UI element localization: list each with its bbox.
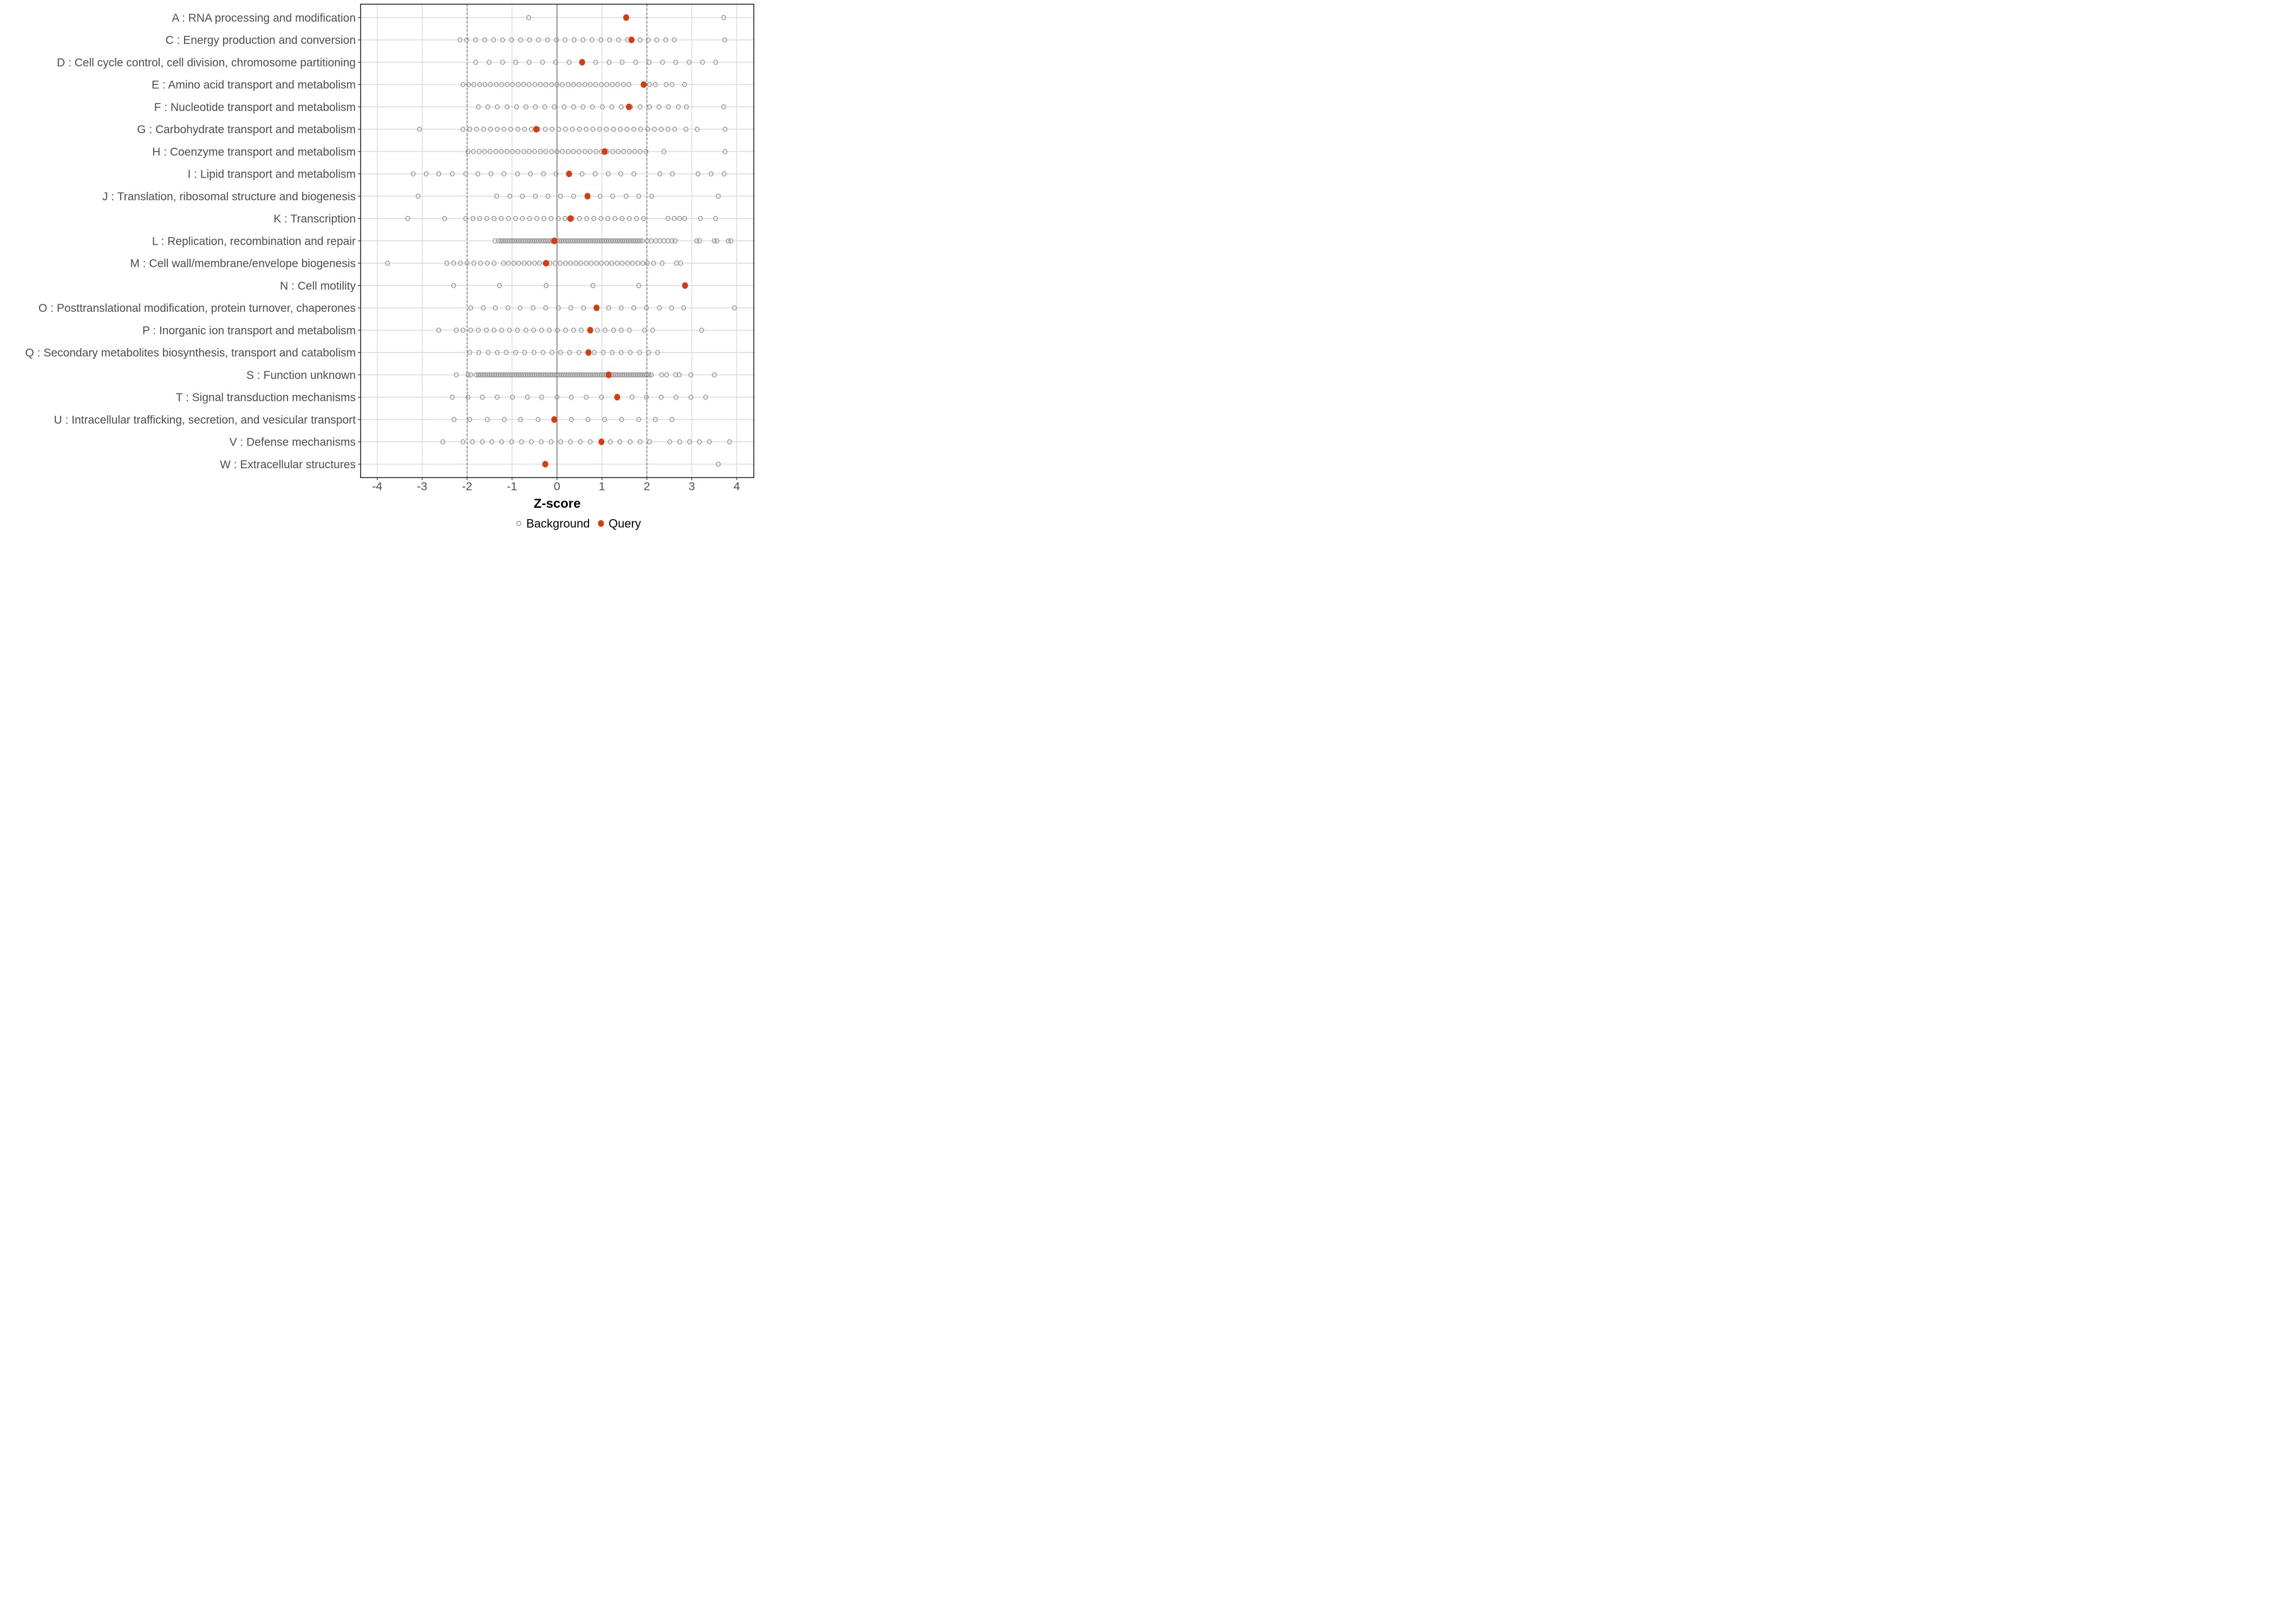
- x-tick-label: -1: [507, 480, 518, 493]
- query-point: [641, 81, 646, 88]
- x-tick-label: -3: [417, 480, 428, 493]
- category-label-E: E : Amino acid transport and metabolism: [151, 78, 356, 91]
- query-point: [543, 461, 548, 467]
- query-point: [566, 171, 572, 177]
- x-tick-label: 4: [733, 480, 740, 493]
- query-point: [682, 282, 688, 289]
- chart-canvas: [0, 0, 758, 541]
- legend-query-marker-icon: [598, 520, 604, 527]
- query-point: [593, 305, 599, 311]
- category-label-O: O : Posttranslational modification, protein turnover, chaperones: [38, 302, 356, 315]
- query-point: [551, 416, 557, 423]
- category-label-K: K : Transcription: [273, 213, 356, 226]
- category-label-A: A : RNA processing and modification: [172, 11, 356, 24]
- x-tick-label: 0: [553, 480, 560, 493]
- query-point: [623, 14, 629, 21]
- x-tick-label: -4: [372, 480, 383, 493]
- query-point: [567, 215, 573, 222]
- category-label-N: N : Cell motility: [279, 279, 356, 292]
- legend-query-label: Query: [609, 516, 641, 531]
- x-tick-label: 3: [688, 480, 695, 493]
- query-point: [585, 349, 591, 356]
- category-label-G: G : Carbohydrate transport and metabolism: [137, 123, 356, 136]
- x-tick-label: 1: [598, 480, 605, 493]
- query-point: [543, 260, 549, 266]
- category-label-V: V : Defense mechanisms: [229, 436, 356, 449]
- category-label-W: W : Extracellular structures: [220, 458, 356, 471]
- category-label-D: D : Cell cycle control, cell division, chromosome partitioning: [56, 56, 356, 69]
- category-label-J: J : Translation, ribosomal structure and biogenesis: [102, 190, 356, 203]
- query-point: [602, 148, 607, 155]
- query-point: [626, 103, 632, 110]
- query-point: [598, 438, 604, 445]
- query-point: [551, 238, 557, 244]
- category-label-L: L : Replication, recombination and repair: [152, 235, 356, 248]
- category-label-P: P : Inorganic ion transport and metabolism: [142, 324, 356, 337]
- category-label-C: C : Energy production and conversion: [165, 34, 356, 47]
- x-tick-label: 2: [643, 480, 650, 493]
- category-label-Q: Q : Secondary metabolites biosynthesis, transport and catabolism: [25, 346, 356, 359]
- legend-background-label: Background: [526, 516, 590, 531]
- category-label-I: I : Lipid transport and metabolism: [187, 168, 356, 181]
- category-label-M: M : Cell wall/membrane/envelope biogenesis: [130, 257, 356, 270]
- x-tick-label: -2: [462, 480, 473, 493]
- query-point: [585, 193, 591, 199]
- figure-background: [0, 0, 758, 541]
- legend: [517, 517, 641, 531]
- cog-zscore-enrichment-dotplot: [0, 0, 758, 541]
- query-point: [606, 371, 612, 378]
- category-label-F: F : Nucleotide transport and metabolism: [154, 101, 356, 114]
- category-label-H: H : Coenzyme transport and metabolism: [152, 146, 356, 159]
- category-label-U: U : Intracellular trafficking, secretion, and vesicular transport: [54, 414, 356, 427]
- category-label-S: S : Function unknown: [246, 369, 356, 382]
- query-point: [579, 59, 585, 66]
- query-point: [587, 327, 593, 333]
- category-label-T: T : Signal transduction mechanisms: [175, 391, 356, 404]
- query-point: [533, 126, 539, 133]
- query-point: [614, 394, 620, 401]
- x-axis-title: Z-score: [533, 496, 581, 511]
- query-point: [629, 37, 635, 43]
